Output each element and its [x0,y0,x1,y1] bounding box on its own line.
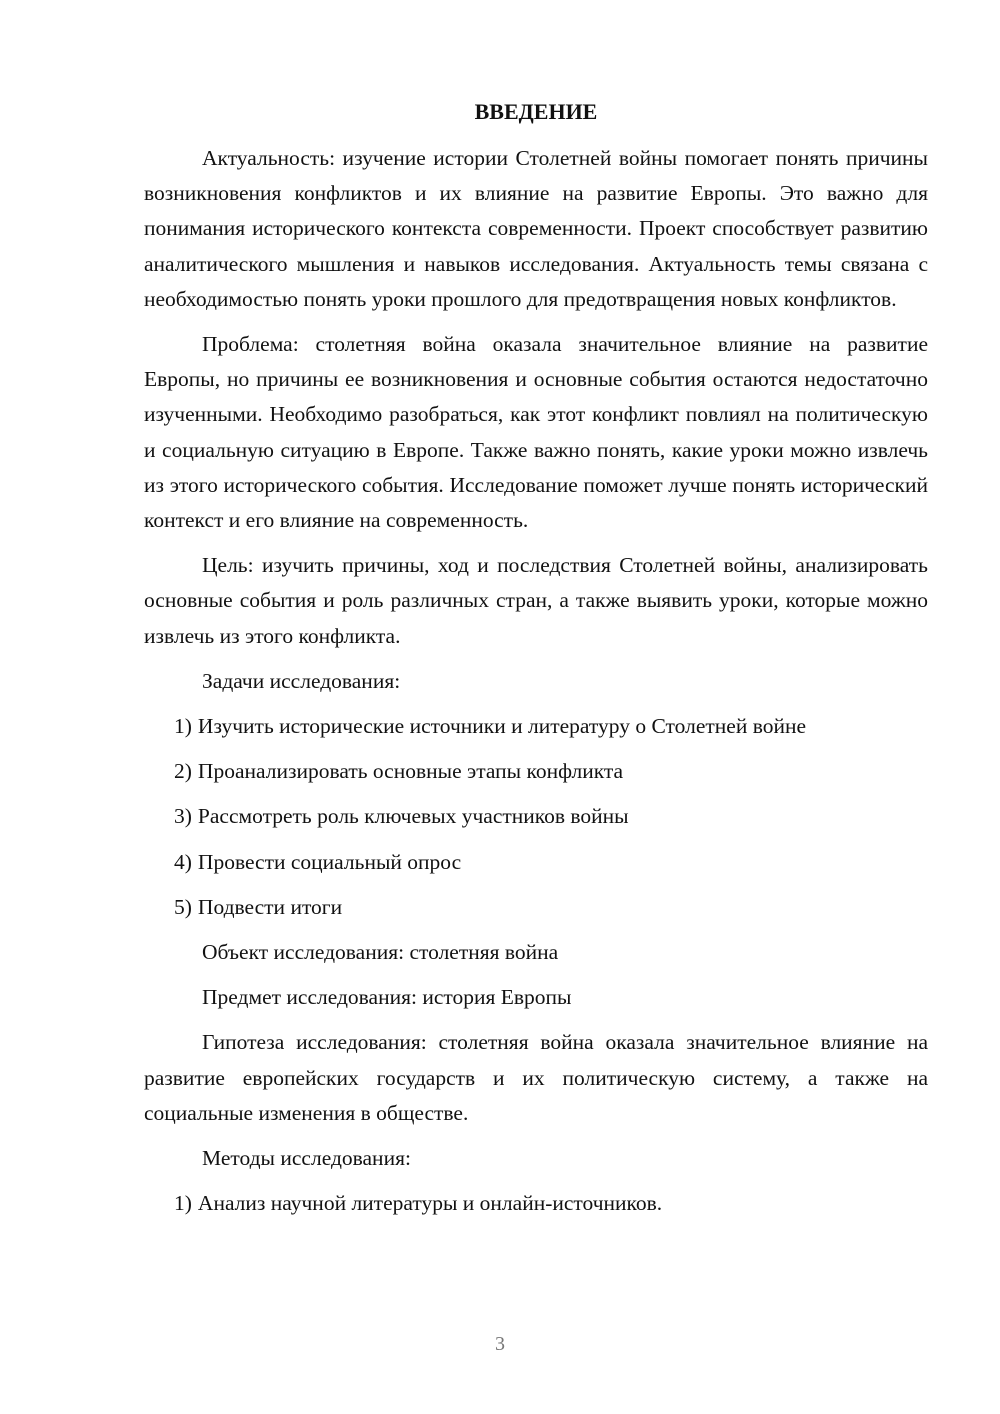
list-item-number: 2) [174,759,192,784]
tasks-list [144,709,928,925]
goal-paragraph: Цель: изучить причины, ход и последствия Столетней войны, анализировать основные события и роль различных стран, а также выявить уроки, которые можно извлечь из этого конфликта. [144,553,928,648]
list-item-number: 1) [174,714,192,739]
list-item [144,754,928,789]
list-item-text: Анализ научной литературы и онлайн-источников. [197,1191,663,1216]
page-number: 3 [495,1333,505,1355]
section-title: ВВЕДЕНИЕ [474,99,598,124]
relevance-paragraph: Актуальность: изучение истории Столетней войны помогает понять причины возникновения конфликтов и их влияние на развитие Европы. Это важно для понимания исторического контекста современности. Проект способствует развитию аналитического мышления и навыков исследования. Актуальность темы связана с необходимостью понять уроки прошлого для предотвращения новых конфликтов. [144,146,928,311]
list-item [144,709,928,744]
list-item-text: Рассмотреть роль ключевых участников войны [197,804,629,829]
page-content [144,94,928,1231]
list-item-number: 3) [174,804,192,829]
object-line: Объект исследования: столетняя война [202,940,559,965]
list-item [144,845,928,880]
list-item-text: Проанализировать основные этапы конфликта [197,759,624,784]
list-item-text: Провести социальный опрос [197,849,462,874]
list-item-number: 5) [174,894,192,919]
list-item-text: Подвести итоги [197,894,343,919]
subject-line: Предмет исследования: история Европы [202,985,572,1010]
list-item [144,890,928,925]
list-item [144,799,928,834]
list-item-number: 4) [174,849,192,874]
list-item-number: 1) [174,1191,192,1216]
hypothesis-paragraph: Гипотеза исследования: столетняя война оказала значительное влияние на развитие европейских государств и их политическую систему, а также на социальные изменения в обществе. [144,1030,928,1125]
list-item [144,1186,928,1221]
methods-list [144,1186,928,1221]
tasks-heading: Задачи исследования: [202,668,401,693]
list-item-text: Изучить исторические источники и литературу о Столетней войне [197,714,807,739]
methods-heading: Методы исследования: [202,1146,411,1171]
problem-paragraph: Проблема: столетняя война оказала значительное влияние на развитие Европы, но причины ее возникновения и основные события остаются недостаточно изученными. Необходимо разобраться, как этот конфликт повлиял на политическую и социальную ситуацию в Европе. Также важно понять, какие уроки можно извлечь из этого исторического события. Исследование поможет лучше понять исторический контекст и его влияние на современность. [144,332,928,533]
